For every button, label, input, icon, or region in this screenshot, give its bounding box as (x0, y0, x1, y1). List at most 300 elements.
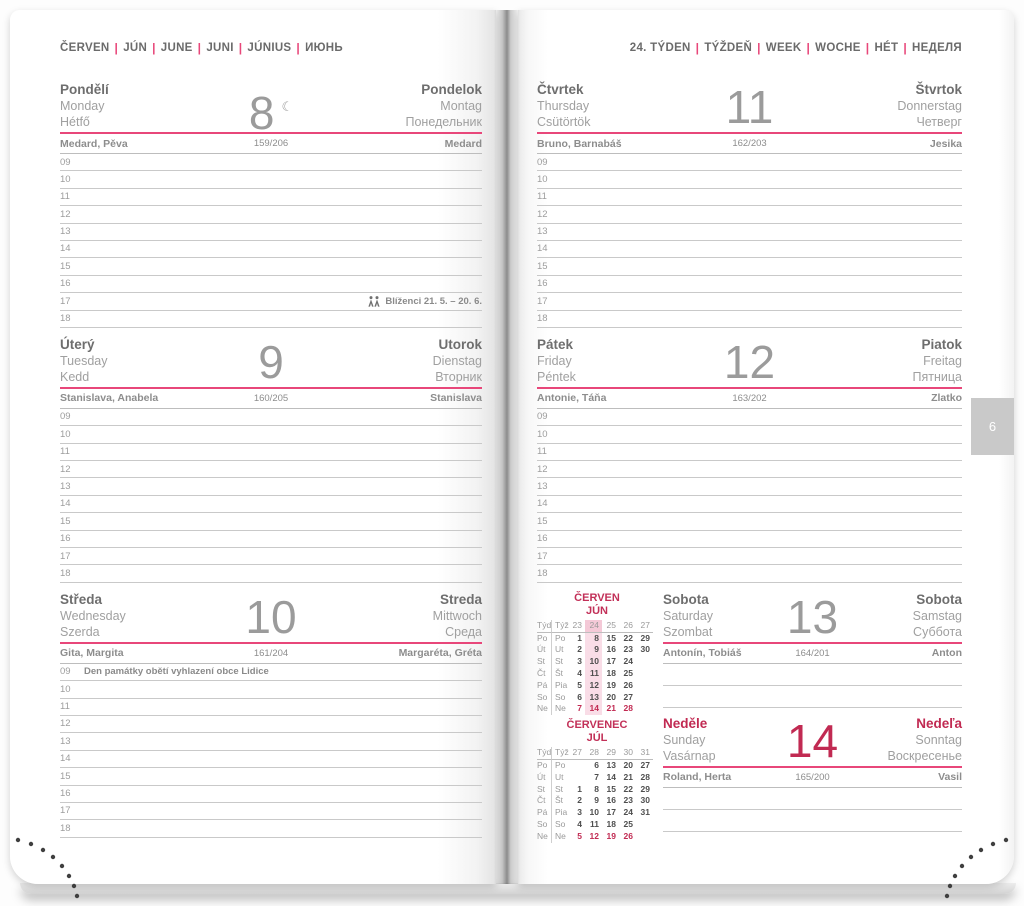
calendar-date: 15 (606, 632, 616, 643)
header-segment: TÝŽDEŇ (704, 42, 753, 54)
hour-label: 16 (537, 533, 548, 545)
blank-ruled-line (663, 686, 962, 708)
calendar-date: 27 (640, 759, 650, 770)
separator: | (806, 41, 811, 55)
calendar-date: 8 (585, 633, 602, 645)
calendar-date: 10 (585, 656, 602, 668)
day-name-ru: Понедельник (405, 115, 482, 129)
day-name-de: Samstag (912, 608, 962, 623)
hour-row-13 (537, 224, 962, 241)
day-name-hu: Péntek (537, 369, 576, 384)
day-name-en: Thursday (537, 99, 590, 113)
calendar-day-label: Pia (555, 807, 568, 818)
calendar-date: 2 (577, 795, 582, 806)
calendar-day-label: St (555, 783, 564, 794)
calendar-date: 1 (577, 783, 582, 794)
hour-row-12 (537, 206, 962, 223)
day-tuesday (60, 337, 482, 583)
hour-label: 18 (60, 822, 71, 834)
calendar-day-label: Pá (537, 807, 552, 819)
hour-label: 10 (60, 683, 71, 695)
hour-row-16 (60, 276, 482, 293)
separator: | (296, 41, 301, 55)
day-name-en: Monday (60, 99, 105, 113)
header-segment: JÚN (123, 42, 148, 54)
calendar-date: 8 (594, 783, 599, 794)
header-segment: ČERVEN (60, 42, 110, 54)
hour-label: 12 (537, 463, 548, 475)
hour-label: 13 (537, 226, 548, 238)
day-of-year-counter: 164/201 (795, 647, 830, 659)
day-monday (60, 82, 482, 328)
calendar-date: 26 (623, 830, 633, 841)
calendar-date: 16 (606, 795, 616, 806)
hour-grid (60, 409, 482, 583)
calendar-day-label: St (537, 784, 552, 796)
hour-label: 16 (537, 278, 548, 290)
week-header (537, 40, 962, 56)
separator: | (757, 41, 761, 55)
hour-label: 11 (60, 701, 70, 713)
day-names-right (865, 592, 962, 642)
calendar-date: 28 (623, 703, 633, 714)
calendar-col-header: 28 (585, 747, 602, 760)
day-name-hu: Csütörtök (537, 115, 591, 129)
day-name-en: Friday (537, 353, 572, 368)
hour-row-12 (60, 206, 482, 223)
hour-label: 15 (60, 260, 71, 272)
day-names-right (865, 716, 962, 766)
day-name-de: Montag (440, 99, 482, 113)
hour-row-17 (537, 293, 962, 310)
hour-row-17 (60, 803, 482, 820)
hour-row-17 (537, 548, 962, 565)
hour-label: 14 (537, 498, 548, 510)
day-number: 12 (723, 335, 776, 388)
hour-label: 13 (60, 226, 71, 238)
hour-row-11 (537, 189, 962, 206)
hour-row-15 (60, 768, 482, 785)
note-text: Den památky obětí vyhlazení obce Lidice (84, 666, 269, 678)
hour-row-13 (60, 224, 482, 241)
calendar-date: 7 (577, 703, 582, 714)
day-names-right (332, 592, 482, 642)
day-name-sk: Utorok (438, 336, 482, 352)
separator: | (152, 41, 156, 55)
hour-grid (537, 409, 962, 583)
calendar-col-header: 26 (619, 620, 636, 633)
day-name-cs: Pondělí (60, 82, 109, 97)
calendar-date: 1 (577, 632, 582, 643)
header-segment: НЕДЕЛЯ (912, 42, 962, 54)
mini-calendars (537, 592, 657, 847)
day-name-cs: Čtvrtek (537, 82, 584, 97)
calendar-day-label: Ne (555, 830, 566, 841)
calendar-date: 2 (577, 644, 582, 655)
day-name-sk: Streda (439, 591, 482, 607)
calendar-date (636, 668, 653, 680)
day-name-hu: Vasárnap (663, 748, 716, 763)
day-name-hu: Hétfő (60, 115, 90, 129)
nameday-row (537, 134, 962, 154)
nameday-slovak: Anton (931, 647, 963, 660)
calendar-date: 30 (640, 795, 650, 806)
calendar-date (636, 692, 653, 704)
day-thursday (537, 82, 962, 328)
calendar-date: 19 (606, 830, 616, 841)
day-wednesday (60, 592, 482, 838)
calendar-date: 18 (606, 818, 616, 829)
day-name-ru: Суббота (913, 624, 962, 639)
hour-row-16 (60, 531, 482, 548)
calendar-day-label: Pia (555, 679, 568, 690)
hour-row-18 (537, 565, 962, 582)
calendar-day-label: Út (537, 644, 552, 656)
hour-row-13 (60, 733, 482, 750)
month-header (60, 40, 482, 56)
day-name-ru: Пятница (912, 369, 962, 384)
calendar-date: 16 (606, 644, 616, 655)
mini-calendar-grid (537, 620, 657, 715)
calendar-day-label: Čt (537, 795, 552, 807)
calendar-date: 24 (623, 656, 633, 667)
calendar-col-header: Týd (537, 620, 552, 633)
hour-label: 18 (537, 567, 548, 579)
separator: | (695, 41, 700, 55)
hour-row-13 (537, 478, 962, 495)
hour-label: 18 (60, 567, 71, 579)
nameday-row (663, 644, 962, 664)
left-page (10, 10, 496, 884)
hour-row-12 (60, 461, 482, 478)
calendar-date: 12 (589, 830, 599, 841)
calendar-date: 27 (623, 691, 633, 702)
hour-row-10 (60, 171, 482, 188)
calendar-date: 13 (585, 692, 602, 704)
calendar-date: 6 (577, 691, 582, 702)
calendar-day-label: Po (555, 632, 566, 643)
day-name-en: Wednesday (60, 608, 126, 623)
day-of-year-counter: 160/205 (253, 392, 289, 404)
day-names-left (663, 716, 760, 766)
hour-label: 11 (537, 446, 547, 458)
hour-row-09 (60, 154, 482, 171)
hour-label: 13 (60, 480, 71, 492)
blank-lines (663, 664, 962, 708)
calendar-col-header: Týž (552, 620, 568, 633)
header-segment: HÉT (874, 42, 899, 54)
hour-row-11 (537, 444, 962, 461)
day-name-en: Sunday (663, 732, 706, 747)
hour-label: 16 (60, 788, 71, 800)
day-of-year-counter: 165/200 (795, 771, 830, 783)
nameday-slovak: Zlatko (931, 392, 963, 405)
calendar-date: 19 (606, 679, 616, 690)
hour-row-13 (60, 478, 482, 495)
calendar-day-label: So (555, 691, 566, 702)
mini-calendar-title: ČERVENEC JÚL (566, 719, 628, 745)
day-name-sk: Pondelok (421, 82, 482, 97)
calendar-date: 21 (606, 703, 616, 714)
hour-row-15 (537, 258, 962, 275)
calendar-date (636, 703, 653, 715)
day-number: 13 (786, 590, 839, 643)
hour-row-10 (60, 426, 482, 443)
moon-phase-icon: ☾ (281, 99, 294, 114)
nameday-slovak: Medard (444, 137, 483, 150)
hour-label: 10 (60, 428, 71, 440)
header-segment: JUNI (206, 42, 234, 54)
day-name-de: Freitag (923, 353, 962, 368)
calendar-day-label: St (555, 656, 564, 667)
calendar-date: 3 (577, 807, 582, 818)
day-name-cs: Středa (60, 591, 103, 607)
hour-row-11 (60, 189, 482, 206)
mini-calendar-title: ČERVEN JÚN (574, 591, 620, 617)
hour-label: 17 (60, 295, 71, 307)
calendar-date: 7 (594, 771, 599, 782)
day-names-left (537, 82, 687, 132)
hour-row-14 (60, 751, 482, 768)
calendar-date: 20 (623, 759, 633, 770)
calendar-date: 23 (623, 795, 633, 806)
day-name-hu: Kedd (60, 369, 90, 384)
header-segment: ИЮНЬ (305, 42, 343, 54)
hour-label: 11 (60, 446, 70, 458)
hour-label: 09 (537, 411, 548, 423)
calendar-date: 10 (589, 807, 599, 818)
calendar-date: 4 (577, 668, 582, 678)
calendar-date: 9 (594, 795, 599, 806)
hour-label: 10 (60, 173, 71, 185)
nameday-czech: Bruno, Barnabáš (537, 137, 622, 150)
day-names-right (332, 337, 482, 387)
day-name-sk: Piatok (921, 336, 962, 352)
day-of-year-counter: 161/204 (253, 647, 289, 659)
calendar-date: 5 (577, 830, 582, 841)
hour-row-09 (60, 664, 482, 681)
nameday-row (663, 768, 962, 788)
day-names-left (537, 337, 687, 387)
hour-label: 09 (60, 411, 71, 423)
nameday-czech: Antonie, Táňa (537, 392, 607, 405)
hour-row-18 (60, 311, 482, 328)
header-segment: WOCHE (815, 42, 861, 54)
calendar-date: 12 (585, 680, 602, 692)
calendar-date: 26 (623, 679, 633, 690)
hour-label: 17 (537, 295, 548, 307)
hour-row-11 (60, 699, 482, 716)
hour-row-16 (60, 786, 482, 803)
calendar-date: 21 (623, 771, 633, 782)
hour-row-10 (537, 171, 962, 188)
weekend-section (537, 592, 962, 847)
mini-calendar-grid (537, 747, 657, 842)
calendar-col-header: 27 (636, 620, 653, 633)
hour-row-16 (537, 276, 962, 293)
calendar-date (636, 819, 653, 831)
calendar-date: 4 (577, 818, 582, 829)
hour-label: 18 (537, 313, 548, 325)
day-name-en: Tuesday (60, 353, 108, 368)
day-name-cs: Sobota (663, 591, 709, 607)
hour-row-15 (60, 258, 482, 275)
calendar-date: 13 (606, 759, 616, 770)
hour-row-17 (60, 293, 482, 310)
gemini-icon (367, 296, 381, 307)
hour-row-18 (537, 311, 962, 328)
calendar-day-label: So (537, 692, 552, 704)
calendar-date: 20 (606, 691, 616, 702)
hour-label: 16 (60, 533, 71, 545)
blank-lines (663, 788, 962, 832)
hour-label: 13 (537, 480, 548, 492)
separator: | (114, 41, 119, 55)
hour-row-15 (60, 513, 482, 530)
calendar-date: 6 (594, 759, 599, 770)
day-names-right (812, 82, 962, 132)
hour-label: 12 (537, 208, 548, 220)
hour-label: 14 (537, 243, 548, 255)
calendar-col-header: 27 (568, 747, 585, 760)
calendar-date: 3 (577, 656, 582, 667)
calendar-col-header: 30 (619, 747, 636, 760)
calendar-day-label: Pá (537, 680, 552, 692)
day-name-en: Saturday (663, 608, 714, 623)
day-name-ru: Воскресенье (887, 748, 962, 763)
calendar-day-label: Po (537, 633, 552, 645)
calendar-day-label: St (537, 656, 552, 668)
day-number: 11 (725, 81, 774, 133)
calendar-date: 23 (623, 644, 633, 655)
hour-grid (60, 154, 482, 328)
separator: | (238, 41, 243, 55)
hour-row-10 (537, 426, 962, 443)
hour-label: 17 (60, 550, 71, 562)
hour-label: 16 (60, 278, 71, 290)
day-name-ru: Четверг (916, 115, 962, 129)
day-name-de: Dienstag (432, 353, 482, 368)
calendar-day-label: Ne (555, 703, 566, 714)
hour-label: 14 (60, 753, 71, 765)
hour-label: 14 (60, 243, 71, 255)
day-name-de: Mittwoch (432, 608, 482, 623)
calendar-col-header: 23 (568, 620, 585, 633)
hour-row-11 (60, 444, 482, 461)
right-page (518, 10, 1014, 884)
hour-grid (537, 154, 962, 328)
day-names-right (332, 82, 482, 132)
calendar-day-label: Ne (537, 703, 552, 715)
calendar-date: 25 (623, 818, 633, 829)
hour-label: 11 (60, 191, 70, 203)
day-name-sk: Nedeľa (916, 715, 962, 731)
header-segment: JÚNIUS (247, 42, 292, 54)
hour-label: 09 (60, 156, 71, 168)
hour-row-10 (60, 681, 482, 698)
hour-label: 14 (60, 498, 71, 510)
calendar-date: 9 (585, 644, 602, 656)
nameday-slovak: Stanislava (430, 392, 483, 405)
hour-label: 12 (60, 718, 71, 730)
calendar-col-header: 31 (636, 747, 653, 760)
calendar-date (568, 760, 585, 772)
day-number: 14 (786, 714, 839, 767)
calendar-date: 14 (606, 771, 616, 782)
hour-label: 18 (60, 313, 71, 325)
book-spine (494, 10, 520, 884)
calendar-day-label: Út (537, 772, 552, 784)
calendar-date: 11 (585, 668, 602, 680)
calendar-day-label: Št (555, 668, 564, 678)
separator: | (197, 41, 202, 55)
hour-row-18 (60, 565, 482, 582)
hour-label: 09 (60, 666, 71, 678)
nameday-czech: Medard, Pěva (60, 137, 128, 150)
hour-grid (60, 664, 482, 838)
calendar-date (636, 656, 653, 668)
calendar-date (636, 680, 653, 692)
nameday-row (60, 389, 482, 409)
calendar-date: 15 (606, 783, 616, 794)
hour-label: 09 (537, 156, 548, 168)
hour-row-09 (60, 409, 482, 426)
day-name-de: Sonntag (915, 732, 962, 747)
separator: | (903, 41, 908, 55)
day-of-year-counter: 162/203 (732, 138, 767, 149)
day-sunday (663, 716, 962, 832)
day-names-left (60, 592, 210, 642)
hour-row-14 (537, 496, 962, 513)
header-segment: 24. TÝDEN (629, 42, 691, 54)
hour-row-09 (537, 154, 962, 171)
hour-label: 10 (537, 428, 548, 440)
calendar-col-header: 24 (585, 620, 602, 633)
calendar-col-header: Týd (537, 747, 552, 760)
hour-label: 17 (537, 550, 548, 562)
day-name-sk: Sobota (916, 591, 962, 607)
calendar-date: 29 (640, 632, 650, 643)
day-number: 10 (245, 590, 297, 643)
blank-ruled-line (663, 810, 962, 832)
hour-row-16 (537, 531, 962, 548)
day-names-left (663, 592, 760, 642)
hour-label: 11 (537, 191, 547, 203)
calendar-date: 18 (606, 668, 616, 678)
hour-row-17 (60, 548, 482, 565)
calendar-day-label: Po (555, 759, 566, 770)
day-name-hu: Szombat (663, 624, 713, 639)
calendar-date (568, 772, 585, 784)
header-segment: JUNE (160, 42, 193, 54)
calendar-date: 31 (640, 807, 650, 818)
day-name-hu: Szerda (60, 624, 100, 639)
mini-calendar-july (537, 719, 657, 842)
nameday-czech: Antonín, Tobiáš (663, 647, 742, 660)
nameday-slovak: Margaréta, Gréta (398, 647, 483, 660)
hour-label: 15 (60, 770, 71, 782)
hour-row-09 (537, 409, 962, 426)
day-saturday (663, 592, 962, 708)
calendar-date: 25 (623, 668, 633, 678)
calendar-col-header: Týž (552, 747, 568, 760)
day-number: 9 (258, 335, 284, 388)
calendar-day-label: Št (555, 795, 564, 806)
day-name-cs: Neděle (663, 715, 708, 731)
day-names-right (812, 337, 962, 387)
hour-label: 15 (537, 260, 548, 272)
nameday-slovak: Jesika (929, 137, 963, 150)
